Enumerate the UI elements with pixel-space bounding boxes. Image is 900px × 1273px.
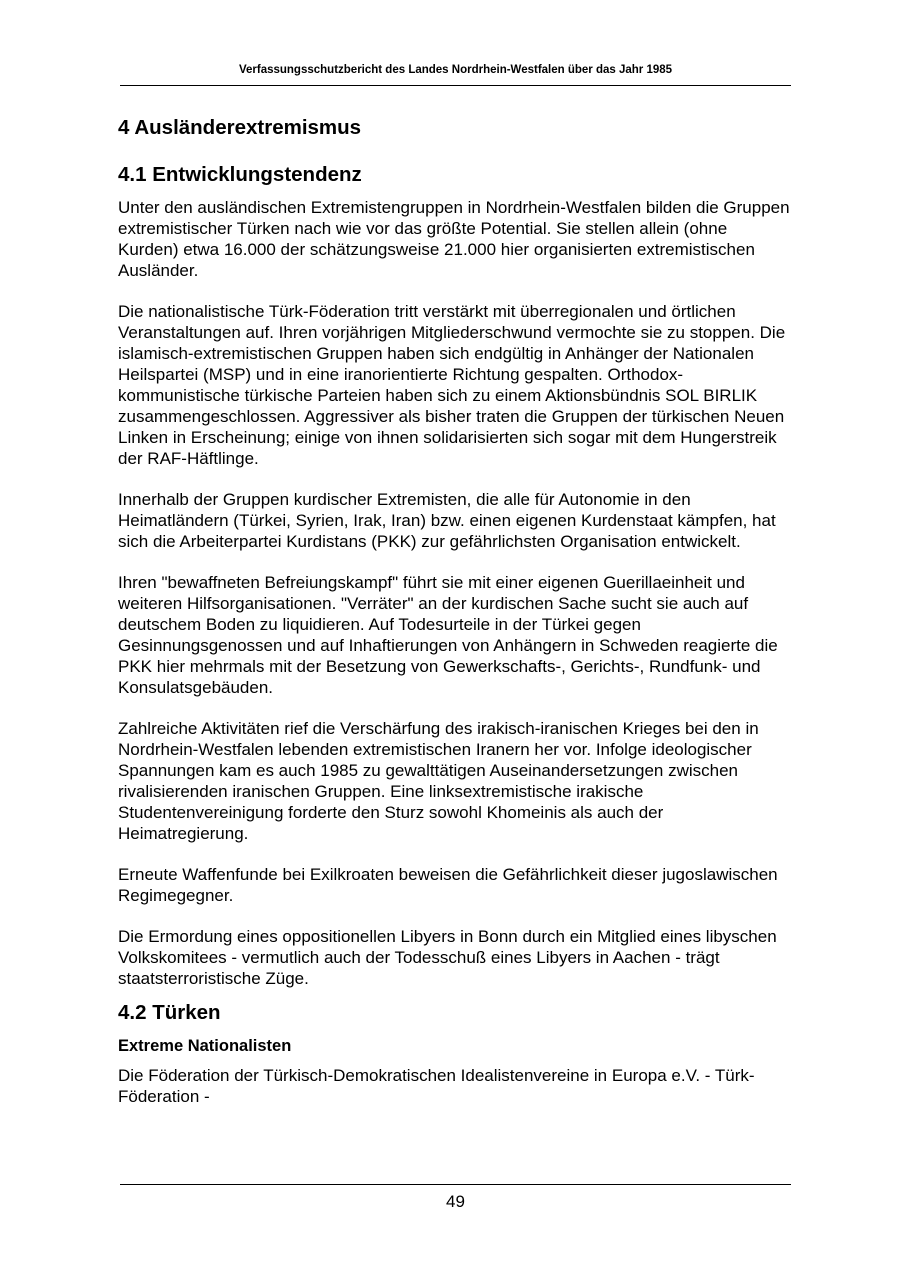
page-content <box>118 114 790 1127</box>
paragraph: Die Ermordung eines oppositionellen Libyers in Bonn durch ein Mitglied eines libyschen Volkskomitees - vermutlich auch der Todesschuß eines Libyers in Aachen - trägt staatsterroristische Züge. <box>118 927 777 988</box>
chapter-title: 4 Ausländerextremismus <box>118 116 362 139</box>
section-title-entwicklungstendenz: 4.1 Entwicklungstendenz <box>118 163 362 186</box>
paragraph: Die Föderation der Türkisch-Demokratischen Idealistenvereine in Europa e.V. - Türk-Föderation - <box>118 1066 755 1106</box>
running-header: Verfassungsschutzbericht des Landes Nordrhein-Westfalen über das Jahr 1985 <box>238 64 673 76</box>
paragraph: Innerhalb der Gruppen kurdischer Extremisten, die alle für Autonomie in den Heimatländern (Türkei, Syrien, Irak, Iran) bzw. einen eigenen Kurdenstaat kämpfen, hat sich die Arbeiterpartei Kurdistans (PKK) zur gefährlichsten Organisation entwickelt. <box>118 490 776 551</box>
section-title-tuerken: 4.2 Türken <box>118 1001 221 1024</box>
paragraph: Zahlreiche Aktivitäten rief die Verschärfung des irakisch-iranischen Krieges bei den in Nordrhein-Westfalen lebenden extremistischen Iranern her vor. Infolge ideologischer Spannungen kam es auch 1985 zu gewalttätigen Auseinandersetzungen zwischen rivalisierenden iranischen Gruppen. Eine linksextremistische irakische Studentenvereinigung forderte den Sturz sowohl Khomeinis als auch der Heimatregierung. <box>118 719 759 843</box>
subsection-heading: Extreme Nationalisten <box>118 1037 292 1055</box>
paragraph: Unter den ausländischen Extremistengruppen in Nordrhein-Westfalen bilden die Gruppen extremistischer Türken nach wie vor das größte Potential. Sie stellen allein (ohne Kurden) etwa 16.000 der schätzungsweise 21.000 hier organisierten extremistischen Ausländer. <box>118 198 790 280</box>
paragraph: Erneute Waffenfunde bei Exilkroaten beweisen die Gefährlichkeit dieser jugoslawischen Regimegegner. <box>118 865 778 905</box>
footer-rule <box>120 1184 791 1185</box>
paragraph: Die nationalistische Türk-Föderation tritt verstärkt mit überregionalen und örtlichen Veranstaltungen auf. Ihren vorjährigen Mitgliederschwund vermochte sie zu stoppen. Die islamisch-extremistischen Gruppen haben sich endgültig in Anhänger der Nationalen Heilspartei (MSP) und in eine iranorientierte Richtung gespalten. Orthodox-kommunistische türkische Parteien haben sich zu einem Aktionsbündnis SOL BIRLIK zusammengeschlossen. Aggressiver als bisher traten die Gruppen der türkischen Neuen Linken in Erscheinung; einige von ihnen solidarisierten sich sogar mit dem Hungerstreik der RAF-Häftlinge. <box>118 302 786 468</box>
header-rule <box>120 85 791 86</box>
page-number: 49 <box>446 1192 465 1211</box>
paragraph: Ihren "bewaffneten Befreiungskampf" führt sie mit einer eigenen Guerillaeinheit und weiteren Hilfsorganisationen. "Verräter" an der kurdischen Sache sucht sie auch auf deutschem Boden zu liquidieren. Auf Todesurteile in der Türkei gegen Gesinnungsgenossen und auf Inhaftierungen von Anhängern in Schweden reagierte die PKK hier mehrmals mit der Besetzung von Gewerkschafts-, Gerichts-, Rundfunk- und Konsulatsgebäuden. <box>118 573 778 697</box>
